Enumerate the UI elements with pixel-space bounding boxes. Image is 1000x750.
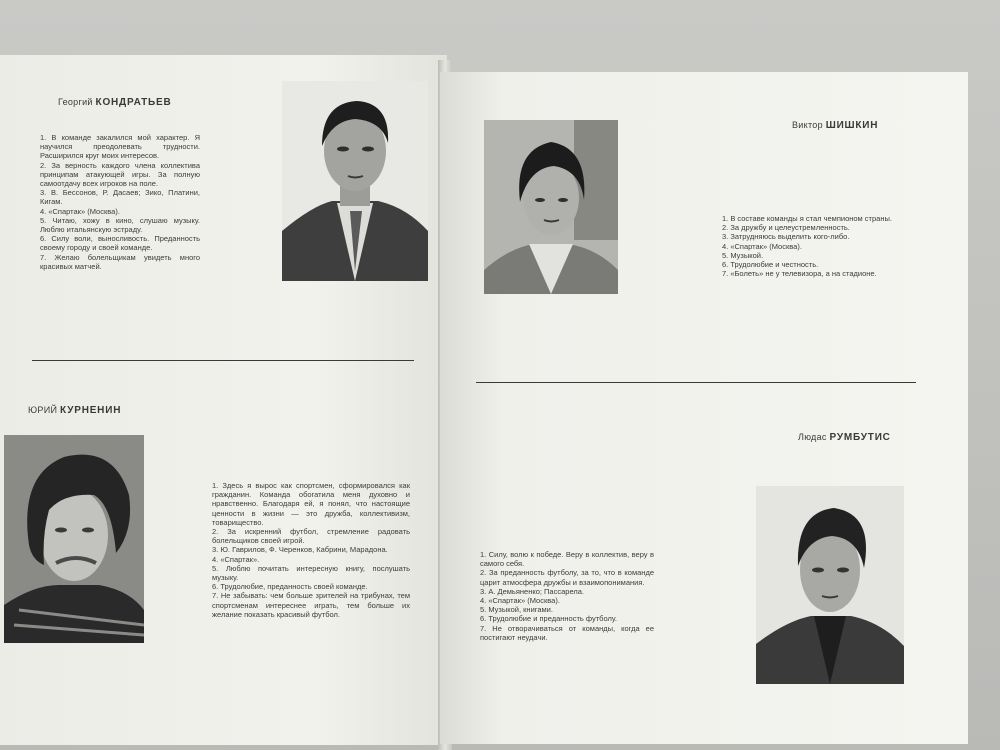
divider-left xyxy=(32,360,414,361)
right-page xyxy=(440,72,968,744)
last-name: КОНДРАТЬЕВ xyxy=(95,97,172,108)
last-name: ШИШКИН xyxy=(825,120,879,131)
last-name: РУМБУТИС xyxy=(829,432,891,443)
answers-kondratyev: 1. В команде закалился мой характер. Я научился преодолевать трудности. Расширился круг моих интересов. 2. За верность каждого члена коллектива принципам атакующей игры. За полную самоотдачу всех игроков на поле. 3. В. Бессонов, Р. Дасаев; Зико, Платини, Кигам. 4. «Спартак» (Москва). 5. Читаю, хожу в кино, слушаю музыку. Люблю итальянскую эстраду. 6. Силу воли, выносливость. Преданность своему городу и своей команде. 7. Желаю болельщикам увидеть много красивых матчей. xyxy=(40,133,200,271)
portrait-image xyxy=(484,120,618,294)
first-name: Георгий xyxy=(58,97,93,107)
portrait-image xyxy=(756,486,904,684)
first-name: Людас xyxy=(798,432,827,442)
photo-rumbutis xyxy=(756,486,904,684)
divider-right xyxy=(476,382,916,383)
answers-kurnenin: 1. Здесь я вырос как спортсмен, сформировался как гражданин. Команда обогатила меня духовно и нравственно. Благодаря ей, я понял, что настоящие ценности в жизни — это дружба, коллективизм, товарищество. 2. За искренний футбол, стремление радовать болельщиков своей игрой. 3. Ю. Гаврилов, Ф. Черенков, Кабрини, Марадона. 4. «Спартак». 5. Люблю почитать интересную книгу, послушать музыку. 6. Трудолюбие, преданность своей команде. 7. Не забывать: чем больше зрителей на трибунах, тем спортсменам интереснее играть, тем больше их желание показать красивый футбол. xyxy=(212,481,410,619)
first-name: ЮРИЙ xyxy=(28,405,58,415)
answers-shishkin: 1. В составе команды я стал чемпионом страны. 2. За дружбу и целеустремленность. 3. Затрудняюсь выделить кого-либо. 4. «Спартак» (Москва). 5. Музыкой. 6. Трудолюбие и честность. 7. «Болеть» не у телевизора, а на стадионе. xyxy=(722,214,892,279)
player-name-shishkin xyxy=(792,120,878,131)
portrait-image xyxy=(4,435,144,643)
last-name: КУРНЕНИН xyxy=(60,405,122,416)
left-page xyxy=(0,55,447,745)
photo-kurnenin xyxy=(4,435,144,643)
answers-rumbutis: 1. Силу, волю к победе. Веру в коллектив, веру в самого себя. 2. За преданность футболу, за то, что в команде царит атмосфера дружбы и взаимопонимания. 3. А. Демьяненко; Пассарела. 4. «Спартак» (Москва). 5. Музыкой, книгами. 6. Трудолюбие и преданность футболу. 7. Не отворачиваться от команды, когда ее постигают неудачи. xyxy=(480,550,654,642)
portrait-image xyxy=(282,81,428,281)
photo-shishkin xyxy=(484,120,618,294)
player-name-kurnenin xyxy=(28,405,121,416)
first-name: Виктор xyxy=(792,120,823,130)
photo-kondratyev xyxy=(282,81,428,281)
player-name-rumbutis xyxy=(798,432,891,443)
player-name-kondratyev xyxy=(58,97,171,108)
